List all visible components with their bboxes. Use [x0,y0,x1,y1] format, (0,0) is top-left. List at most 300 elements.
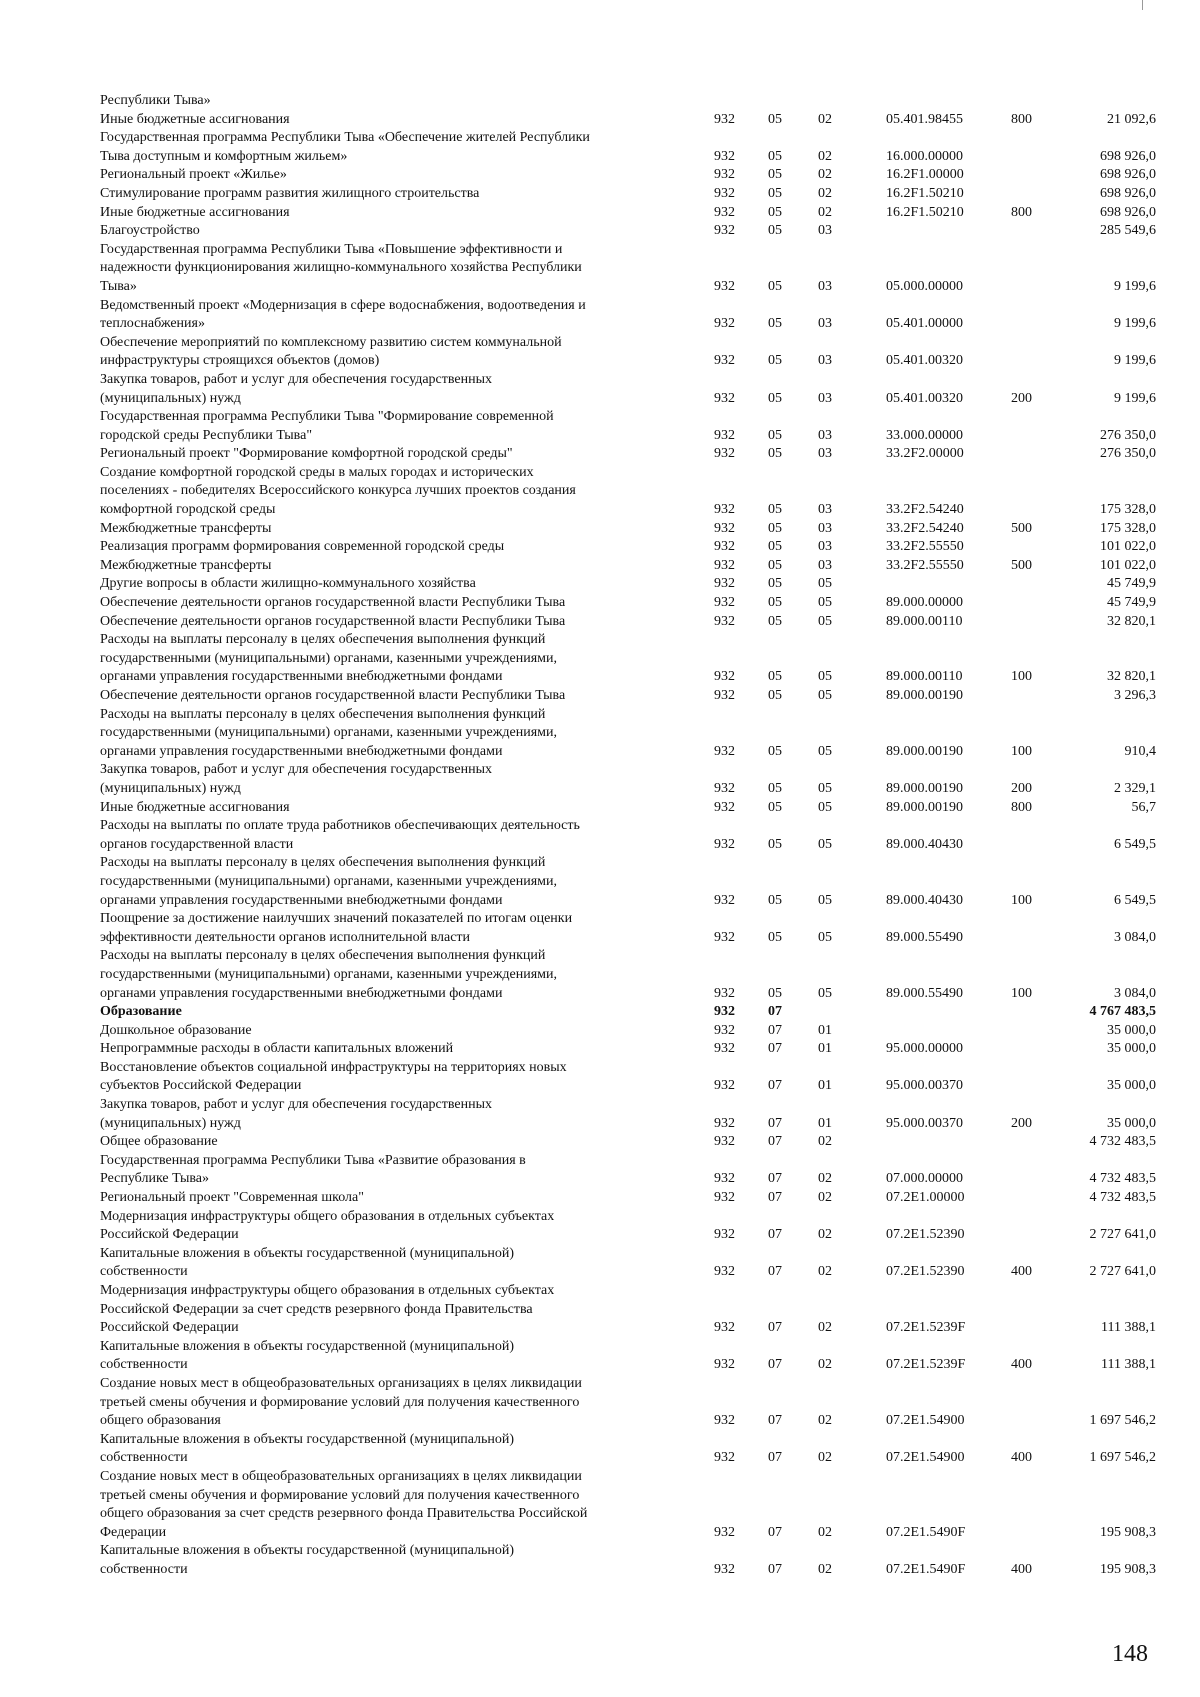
row-subsection-cell: 02 [818,1561,832,1577]
row-amount-cell: 2 727 641,0 [1089,1264,1156,1280]
row-subsection-cell: 01 [818,1041,832,1057]
row-name-cell: Дошкольное образование [100,1022,252,1038]
row-target-article-cell: 16.2F1.50210 [886,204,964,220]
row-section-cell: 05 [768,780,782,796]
row-section-cell: 07 [768,1561,782,1577]
row-amount-cell: 3 296,3 [1114,688,1156,703]
row-name-cell: Межбюджетные трансферты [100,557,272,573]
table-row [100,1152,1160,1189]
row-target-article-cell: 89.000.00110 [886,669,963,685]
row-name-cell: Общее образование [100,1134,218,1150]
table-row [100,1245,1160,1282]
table-row [100,613,1160,632]
row-amount-cell: 45 749,9 [1107,595,1156,611]
row-expense-type-cell [1003,222,1053,241]
row-subsection-cell: 05 [818,576,832,592]
table-row [100,687,1160,706]
row-amount-cell: 4 732 483,5 [1089,1171,1156,1187]
row-ved-cell: 932 [714,1264,735,1280]
row-section-cell: 07 [768,1450,782,1466]
row-ved-cell: 932 [714,799,735,815]
row-name-cell: Государственная программа Республики Тыва «Повышение эффективности и надежности функционирования жилищно-коммунального хозяйства Республики Тыва» [100,241,582,294]
row-name-cell: Государственная программа Республики Тыва «Развитие образования в Республике Тыва» [100,1152,526,1187]
row-section-cell: 05 [768,502,782,518]
row-ved-cell: 932 [714,1078,735,1094]
row-target-article-cell: 89.000.00110 [886,613,963,629]
row-section-cell: 05 [768,539,782,555]
table-row [100,334,1160,371]
row-amount-cell: 276 350,0 [1100,427,1156,443]
row-subsection-cell: 02 [818,185,832,201]
row-name-cell: Ведомственный проект «Модернизация в сфере водоснабжения, водоотведения и теплоснабжения» [100,297,586,332]
table-row [100,817,1160,854]
row-expense-type-cell: 500 [1011,520,1032,536]
row-expense-type-cell [1003,1003,1053,1022]
row-subsection-cell: 05 [818,669,832,685]
row-section-cell: 07 [768,1171,782,1187]
row-subsection-cell: 05 [818,985,832,1001]
row-amount-cell: 32 820,1 [1107,613,1156,629]
row-target-article-cell: 33.2F2.55550 [886,557,964,573]
row-target-article-cell: 07.2E1.5239F [886,1357,966,1373]
row-target-article-cell: 95.000.00000 [886,1041,963,1057]
row-subsection-cell: 03 [818,557,832,573]
table-row [100,706,1160,762]
row-ved-cell: 932 [714,427,735,443]
row-amount-cell: 35 000,0 [1107,1041,1156,1057]
row-name-cell: Расходы на выплаты персоналу в целях обеспечения выполнения функций государственными (муниципальными) органами, казенными учреждениями, органами управления государственными внебюджетными фондами [100,948,557,1001]
row-section-cell: 05 [768,557,782,573]
table-row [100,204,1160,223]
table-row [100,297,1160,334]
row-subsection-cell: 02 [818,148,832,164]
row-section-cell: 05 [768,446,782,462]
table-row [100,1431,1160,1468]
row-expense-type-cell: 800 [1011,204,1032,220]
row-amount-cell: 6 549,5 [1114,892,1156,908]
row-expense-type-cell [1003,241,1053,297]
row-subsection-cell: 05 [818,743,832,759]
row-expense-type-cell [1003,92,1053,111]
budget-table-body [100,92,1160,1580]
row-expense-type-cell [1003,334,1053,371]
row-ved-cell: 932 [714,688,735,703]
row-ved-cell: 932 [714,613,735,629]
row-section-cell: 05 [768,892,782,908]
row-target-article-cell [868,1003,1003,1022]
row-target-article-cell: 89.000.00190 [886,688,963,703]
table-row [100,1468,1160,1542]
row-name-cell: Создание комфортной городской среды в малых городах и исторических поселениях - победителях Всероссийского конкурса лучших проектов создания комфортной городской среды [100,464,576,518]
row-expense-type-cell [1003,538,1053,557]
row-name-cell: Закупка товаров, работ и услуг для обеспечения государственных (муниципальных) нужд [100,762,493,796]
row-target-article-cell: 07.2E1.54900 [886,1413,965,1429]
row-name-cell: Благоустройство [100,223,200,239]
row-subsection-cell: 02 [818,1357,832,1373]
row-ved-cell: 932 [714,929,735,945]
row-subsection-cell: 05 [818,595,832,611]
table-row [100,408,1160,445]
row-target-article-cell: 07.2E1.5490F [886,1524,966,1540]
row-amount-cell: 195 908,3 [1100,1524,1156,1540]
row-amount-cell: 276 350,0 [1100,446,1156,462]
row-expense-type-cell [1003,1059,1053,1096]
row-ved-cell: 932 [714,223,735,239]
row-section-cell: 07 [768,1413,782,1429]
table-row [100,129,1160,166]
table-row [100,371,1160,408]
row-amount-cell: 9 199,6 [1114,316,1156,332]
row-target-article-cell: 33.2F2.55550 [886,539,964,555]
row-expense-type-cell: 800 [1011,111,1032,127]
row-ved-cell: 932 [714,167,735,183]
row-target-article-cell: 07.2E1.52390 [886,1264,965,1280]
row-ved-cell: 932 [714,669,735,685]
row-target-article-cell: 05.401.98455 [886,111,963,127]
row-name-cell: Модернизация инфраструктуры общего образования в отдельных субъектах Российской Федерации [100,1208,555,1243]
row-amount-cell: 6 549,5 [1114,836,1156,852]
row-amount-cell: 35 000,0 [1107,1115,1156,1131]
row-amount-cell: 9 199,6 [1114,353,1156,369]
row-expense-type-cell [1003,1022,1053,1041]
table-row [100,761,1160,798]
row-target-article-cell: 33.000.00000 [886,427,963,443]
row-subsection-cell: 02 [818,1320,832,1336]
table-row [100,1040,1160,1059]
scan-edge-mark [1142,0,1143,10]
table-row [100,557,1160,576]
table-row [100,1096,1160,1133]
row-name-cell: Расходы на выплаты по оплате труда работников обеспечивающих деятельность органов государственной власти [100,818,580,852]
row-subsection-cell: 05 [818,836,832,852]
row-name-cell: Межбюджетные трансферты [100,520,272,536]
row-subsection-cell: 03 [818,278,832,294]
row-subsection-cell: 01 [818,1078,832,1094]
row-name-cell: Обеспечение деятельности органов государственной власти Республики Тыва [100,613,566,629]
row-section-cell: 05 [768,427,782,443]
row-subsection-cell: 02 [818,1134,832,1150]
table-row [100,520,1160,539]
row-name-cell: Непрограммные расходы в области капитальных вложений [100,1041,454,1057]
row-section-cell: 05 [768,929,782,945]
row-ved-cell: 932 [714,148,735,164]
row-amount-cell: 35 000,0 [1107,1022,1156,1038]
row-amount-cell: 21 092,6 [1107,111,1156,127]
row-subsection-cell: 02 [818,1171,832,1187]
row-ved-cell: 932 [714,743,735,759]
row-target-article-cell: 07.2E1.52390 [886,1227,965,1243]
row-expense-type-cell [1003,1468,1053,1542]
row-name-cell: Иные бюджетные ассигнования [100,799,290,815]
row-amount-cell: 56,7 [1131,799,1156,815]
row-section-cell: 05 [768,688,782,703]
row-ved-cell: 932 [714,278,735,294]
row-expense-type-cell: 400 [1011,1561,1032,1577]
row-ved-cell: 932 [714,539,735,555]
row-amount-cell: 195 908,3 [1100,1561,1156,1577]
row-expense-type-cell: 100 [1011,985,1032,1001]
row-name-cell: Капитальные вложения в объекты государственной (муниципальной) собственности [100,1431,515,1466]
row-expense-type-cell: 400 [1011,1357,1032,1373]
table-row [100,241,1160,297]
row-expense-type-cell [1003,297,1053,334]
row-amount-cell: 35 000,0 [1107,1078,1156,1094]
row-section-cell: 05 [768,985,782,1001]
row-target-article-cell: 07.2E1.00000 [886,1190,965,1206]
row-name-cell: Восстановление объектов социальной инфраструктуры на территориях новых субъектов Российской Федерации [100,1059,567,1094]
row-expense-type-cell [1003,445,1053,464]
row-amount-cell: 3 084,0 [1114,985,1156,1001]
row-subsection-cell: 03 [818,446,832,462]
row-ved-cell: 932 [714,1450,735,1466]
row-expense-type-cell: 100 [1011,892,1032,908]
table-row [100,594,1160,613]
row-section-cell: 05 [768,836,782,852]
row-expense-type-cell: 200 [1011,1115,1032,1131]
row-subsection-cell: 03 [818,353,832,369]
row-amount-cell: 2 727 641,0 [1089,1227,1156,1243]
row-subsection-cell: 03 [818,502,832,518]
row-target-article-cell: 05.401.00000 [886,316,963,332]
table-row [100,910,1160,947]
row-target-article-cell: 07.2E1.54900 [886,1450,965,1466]
row-ved-cell: 932 [714,520,735,536]
row-target-article-cell: 16.000.00000 [886,148,963,164]
row-section-cell: 05 [768,669,782,685]
row-expense-type-cell [1003,1282,1053,1338]
row-name-cell: Закупка товаров, работ и услуг для обеспечения государственных (муниципальных) нужд [100,371,493,406]
row-section-cell: 05 [768,595,782,611]
table-row [100,1208,1160,1245]
row-expense-type-cell [1003,408,1053,445]
row-ved-cell: 932 [714,985,735,1001]
row-subsection-cell: 05 [818,799,832,815]
row-expense-type-cell: 100 [1011,743,1032,759]
row-section-cell: 05 [768,185,782,201]
row-name-cell: Образование [100,1004,182,1020]
row-target-article-cell [868,222,1003,241]
row-target-article-cell: 89.000.55490 [886,985,963,1001]
row-amount-cell: 2 329,1 [1114,780,1156,796]
row-name-cell: Закупка товаров, работ и услуг для обеспечения государственных (муниципальных) нужд [100,1097,493,1131]
row-section-cell: 05 [768,148,782,164]
row-subsection-cell: 05 [818,780,832,796]
row-target-article-cell: 89.000.00190 [886,743,963,759]
table-row [100,1133,1160,1152]
row-amount-cell: 101 022,0 [1100,557,1156,573]
table-row [100,445,1160,464]
row-subsection-cell [808,1003,868,1022]
table-row [100,575,1160,594]
row-ved-cell: 932 [714,1171,735,1187]
budget-table [100,92,1160,1580]
row-ved-cell: 932 [714,111,735,127]
table-row [100,1059,1160,1096]
row-expense-type-cell: 400 [1011,1264,1032,1280]
row-section-cell: 07 [768,1264,782,1280]
row-subsection-cell: 03 [818,223,832,239]
table-row [100,111,1160,130]
row-ved-cell: 932 [714,316,735,332]
row-expense-type-cell [1003,166,1053,185]
row-expense-type-cell [1003,185,1053,204]
row-ved-cell: 932 [714,1004,735,1020]
row-amount-cell: 101 022,0 [1100,539,1156,555]
row-ved-cell: 932 [714,1524,735,1540]
row-target-article-cell: 95.000.00370 [886,1115,963,1131]
row-amount-cell: 9 199,6 [1114,390,1156,406]
table-row [100,92,1160,111]
row-section-cell: 05 [768,576,782,592]
row-target-article-cell: 33.2F2.54240 [886,502,964,518]
row-amount-cell: 175 328,0 [1100,520,1156,536]
row-amount-cell: 285 549,6 [1100,223,1156,239]
row-section-cell: 07 [768,1357,782,1373]
row-ved-cell: 932 [714,1041,735,1057]
row-ved-cell: 932 [714,1115,735,1131]
row-expense-type-cell [1003,1040,1053,1059]
row-target-article-cell: 89.000.55490 [886,929,963,945]
row-amount-cell [1053,92,1160,111]
row-subsection-cell: 01 [818,1115,832,1131]
row-ved-cell: 932 [714,502,735,518]
row-name-cell: Расходы на выплаты персоналу в целях обеспечения выполнения функций государственными (муниципальными) органами, казенными учреждениями, органами управления государственными внебюджетными фондами [100,706,557,759]
table-row [100,1282,1160,1338]
row-target-article-cell: 95.000.00370 [886,1078,963,1094]
row-amount-cell: 111 388,1 [1101,1357,1156,1373]
row-expense-type-cell: 200 [1011,390,1032,406]
row-expense-type-cell [1003,1152,1053,1189]
row-ved-cell: 932 [714,1561,735,1577]
row-target-article-cell: 07.000.00000 [886,1171,963,1187]
row-section-cell: 05 [768,353,782,369]
row-ved-cell: 932 [714,446,735,462]
row-subsection-cell: 05 [818,688,832,703]
row-subsection-cell: 03 [818,316,832,332]
row-amount-cell: 4 732 483,5 [1089,1134,1156,1150]
row-target-article-cell: 89.000.00190 [886,780,963,796]
row-section-cell: 07 [768,1134,782,1150]
row-name-cell: Обеспечение деятельности органов государственной власти Республики Тыва [100,688,566,703]
row-subsection-cell: 01 [818,1022,832,1038]
row-name-cell: Поощрение за достижение наилучших значений показателей по итогам оценки эффективности деятельности органов исполнительной власти [100,911,573,945]
row-subsection-cell: 02 [818,1264,832,1280]
row-ved-cell: 932 [714,557,735,573]
row-ved-cell: 932 [714,780,735,796]
row-target-article-cell: 16.2F1.00000 [886,167,964,183]
row-section-cell: 05 [768,390,782,406]
row-section-cell: 07 [768,1524,782,1540]
row-expense-type-cell [1003,594,1053,613]
row-expense-type-cell [1003,910,1053,947]
row-name-cell: Региональный проект "Формирование комфортной городской среды" [100,446,513,462]
row-section-cell: 05 [768,743,782,759]
row-subsection-cell: 03 [818,390,832,406]
row-subsection-cell: 02 [818,1227,832,1243]
row-ved-cell: 932 [714,1413,735,1429]
table-row [100,854,1160,910]
row-subsection-cell: 02 [818,1413,832,1429]
row-amount-cell: 1 697 546,2 [1089,1450,1156,1466]
row-target-article-cell [868,575,1003,594]
row-ved-cell [700,92,760,111]
row-expense-type-cell [1003,613,1053,632]
row-amount-cell: 111 388,1 [1101,1320,1156,1336]
table-row [100,631,1160,687]
row-target-article-cell: 07.2E1.5490F [886,1561,966,1577]
row-amount-cell: 175 328,0 [1100,502,1156,518]
row-ved-cell: 932 [714,353,735,369]
row-expense-type-cell [1003,687,1053,706]
row-amount-cell: 698 926,0 [1100,185,1156,201]
row-section-cell: 05 [768,223,782,239]
row-target-article-cell: 33.2F2.00000 [886,446,964,462]
row-section-cell: 07 [768,1022,782,1038]
row-target-article-cell [868,1133,1003,1152]
row-target-article-cell: 89.000.00000 [886,595,963,611]
row-target-article-cell: 05.000.00000 [886,278,963,294]
row-subsection-cell [808,92,868,111]
table-row [100,538,1160,557]
row-name-cell: Капитальные вложения в объекты государственной (муниципальной) собственности [100,1543,515,1577]
row-expense-type-cell: 800 [1011,799,1032,815]
page-number: 148 [1112,1641,1148,1667]
row-name-cell: Расходы на выплаты персоналу в целях обеспечения выполнения функций государственными (муниципальными) органами, казенными учреждениями, органами управления государственными внебюджетными фондами [100,632,557,685]
row-section-cell: 05 [768,204,782,220]
row-amount-cell: 4 767 483,5 [1089,1004,1156,1020]
row-ved-cell: 932 [714,185,735,201]
row-subsection-cell: 03 [818,520,832,536]
row-section-cell: 05 [768,111,782,127]
row-name-cell: Республики Тыва» [100,93,211,108]
table-row [100,1189,1160,1208]
row-expense-type-cell [1003,575,1053,594]
row-amount-cell: 698 926,0 [1100,167,1156,183]
row-subsection-cell: 05 [818,613,832,629]
row-expense-type-cell [1003,1208,1053,1245]
row-section-cell: 05 [768,613,782,629]
row-ved-cell: 932 [714,204,735,220]
table-row [100,947,1160,1003]
table-row [100,1003,1160,1022]
row-name-cell: Реализация программ формирования современной городской среды [100,539,505,555]
row-expense-type-cell [1003,129,1053,166]
row-target-article-cell [868,92,1003,111]
row-section-cell: 05 [768,278,782,294]
row-amount-cell: 1 697 546,2 [1089,1413,1156,1429]
row-amount-cell: 698 926,0 [1100,204,1156,220]
row-target-article-cell: 33.2F2.54240 [886,520,964,536]
row-name-cell: Государственная программа Республики Тыва «Обеспечение жителей Республики Тыва доступным и комфортным жильем» [100,130,590,164]
row-amount-cell: 4 732 483,5 [1089,1190,1156,1206]
row-section-cell: 07 [768,1227,782,1243]
row-name-cell: Капитальные вложения в объекты государственной (муниципальной) собственности [100,1338,515,1373]
row-name-cell: Иные бюджетные ассигнования [100,111,290,127]
row-ved-cell: 932 [714,390,735,406]
row-target-article-cell: 05.401.00320 [886,390,963,406]
table-row [100,1375,1160,1431]
row-ved-cell: 932 [714,1190,735,1206]
row-expense-type-cell [1003,464,1053,520]
row-section-cell [760,92,808,111]
row-ved-cell: 932 [714,892,735,908]
row-expense-type-cell [1003,817,1053,854]
row-expense-type-cell: 200 [1011,780,1032,796]
row-amount-cell: 910,4 [1124,743,1156,759]
table-row [100,185,1160,204]
row-subsection-cell: 02 [818,204,832,220]
row-target-article-cell: 89.000.40430 [886,836,963,852]
